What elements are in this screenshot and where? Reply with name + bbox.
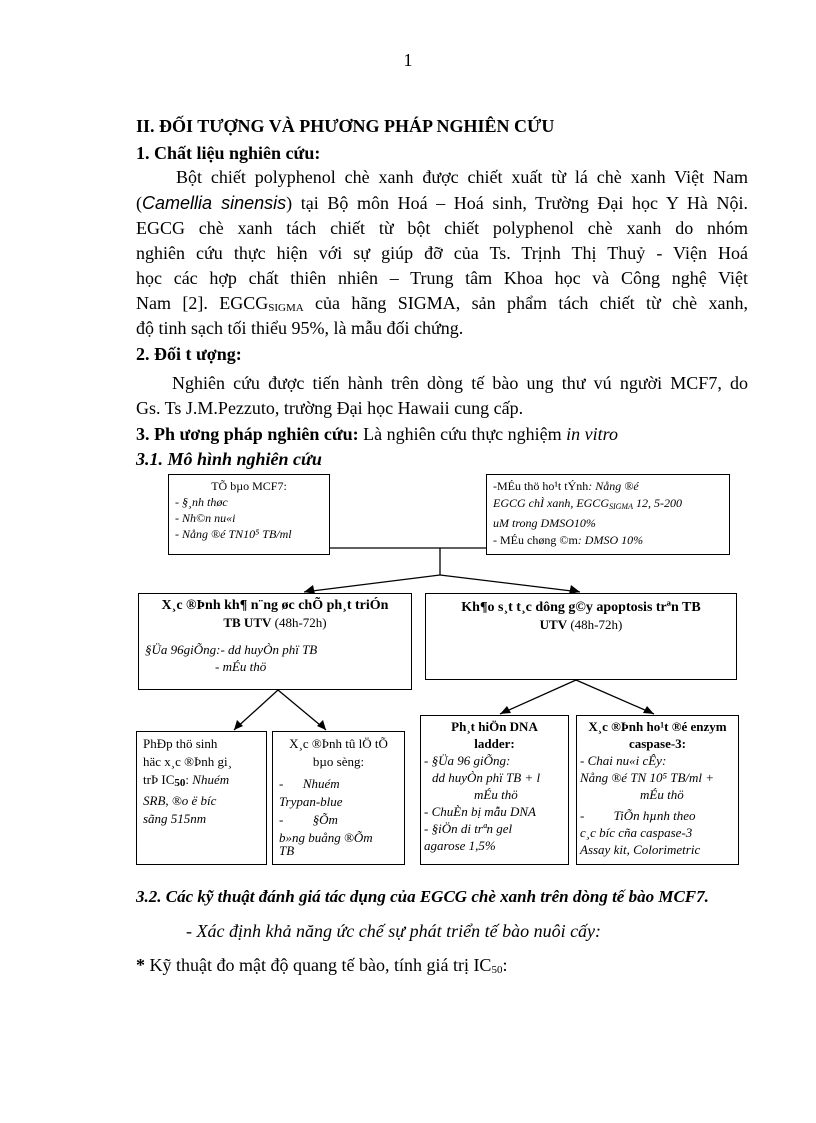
materials-line-3: EGCG chè xanh tách chiết từ bột chiết polyphenol chè xanh do nhóm	[136, 218, 748, 238]
subjects-line-1: Nghiên cứu được tiến hành trên dòng tế bào ung thư vú người MCF7, do	[172, 373, 748, 393]
materials-line-6: Nam [2]. EGCGSIGMA của hãng SIGMA, sản phẩm tách chiết từ chè xanh,	[136, 293, 748, 314]
materials-line-5: học các hợp chất thiên nhiên – Trung tâm Khoa học và Công nghệ Việt	[136, 268, 748, 288]
apoptosis-box: Kh¶o s¸t t¸c dông g©y apoptosis trªn TB UTV (48h-72h)	[425, 593, 737, 680]
inhibition-box: X¸c ®Þnh kh¶ n¨ng øc chÕ ph¸t triÓn TB UTV (48h-72h) §Üa 96giÕng:- dd huyÒn phï TB - mÉu thö	[138, 593, 412, 690]
page-number: 1	[403, 50, 413, 70]
techniques-heading: 3.2. Các kỹ thuật đánh giá tác dụng của EGCG chè xanh trên dòng tế bào MCF7.	[136, 887, 709, 906]
dna-ladder-box: Ph¸t hiÖn DNA ladder: - §Üa 96 giÕng: dd huyÒn phï TB + l mÉu thö - ChuÈn bị mẫu DNA - §iÖn di trªn gel agarose 1,5%	[420, 715, 569, 865]
methods-heading: 3. Ph ương pháp nghiên cứu:	[136, 424, 359, 444]
materials-heading: 1. Chất liệu nghiên cứu:	[136, 143, 321, 163]
cells-title: TÕ bµo MCF7:	[211, 479, 287, 493]
subjects-line-2: Gs. Ts J.M.Pezzuto, trường Đại học Hawaii cung cấp.	[136, 398, 524, 418]
section-title: II. ĐỐI TƯỢNG VÀ PHƯƠNG PHÁP NGHIÊN CỨU	[136, 116, 555, 136]
materials-line-2: (Camellia sinensis) tại Bộ môn Hoá – Hoá sinh, Trường Đại học Y Hà Nội.	[136, 193, 748, 213]
cells-box: TÕ bµo MCF7: - §¸nh thøc - Nh©n nu«i - Nång ®é TN10⁵ TB/ml	[168, 474, 330, 555]
methods-line: 3. Ph ương pháp nghiên cứu: Là nghiên cứu thực nghiệm in vitro	[136, 424, 618, 444]
species-name: Camellia sinensis	[142, 193, 287, 213]
srb-assay-box: PhÐp thö sinh häc x¸c ®Þnh gi¸ trÞ IC50: Nhuém SRB, ®o ë bíc sãng 515nm	[136, 731, 267, 865]
trypan-box: X¸c ®Þnh tû lÖ tÕ bµo sèng: - Nhuém Trypan-blue - §Õm b»ng buång ®Õm TB	[272, 731, 405, 865]
techniques-item: - Xác định khả năng ức chế sự phát triển tế bào nuôi cấy:	[186, 921, 602, 941]
caspase-box: X¸c ®Þnh ho¹t ®é enzym caspase-3: - Chai nu«i cÊy: Nång ®é TN 10⁵ TB/ml + mÉu thö - TiÕn hµnh theo c¸c bíc cña caspase-3 Assay kit, Colorimetric	[576, 715, 739, 865]
materials-line-1: Bột chiết polyphenol chè xanh được chiết xuất từ lá chè xanh Việt Nam	[176, 167, 748, 187]
materials-line-7: độ tinh sạch tối thiểu 95%, là mẫu đối chứng.	[136, 318, 464, 338]
technique-line: * Kỹ thuật đo mật độ quang tế bào, tính giá trị IC50:	[136, 955, 508, 976]
materials-line-4: nghiên cứu thực hiện với sự giúp đỡ của Ts. Trịnh Thị Thuỷ - Viện Hoá	[136, 243, 748, 263]
subjects-heading: 2. Đối t ượng:	[136, 344, 242, 364]
model-heading: 3.1. Mô hình nghiên cứu	[136, 449, 322, 469]
samples-box: -MÉu thö ho¹t tÝnh: Nång ®é EGCG chÌ xanh, $EGCG_{SIGMA}$ 12, 5-200 uM trong DMSO10% - MÉu chøng ©m: DMSO 10%	[486, 474, 730, 555]
